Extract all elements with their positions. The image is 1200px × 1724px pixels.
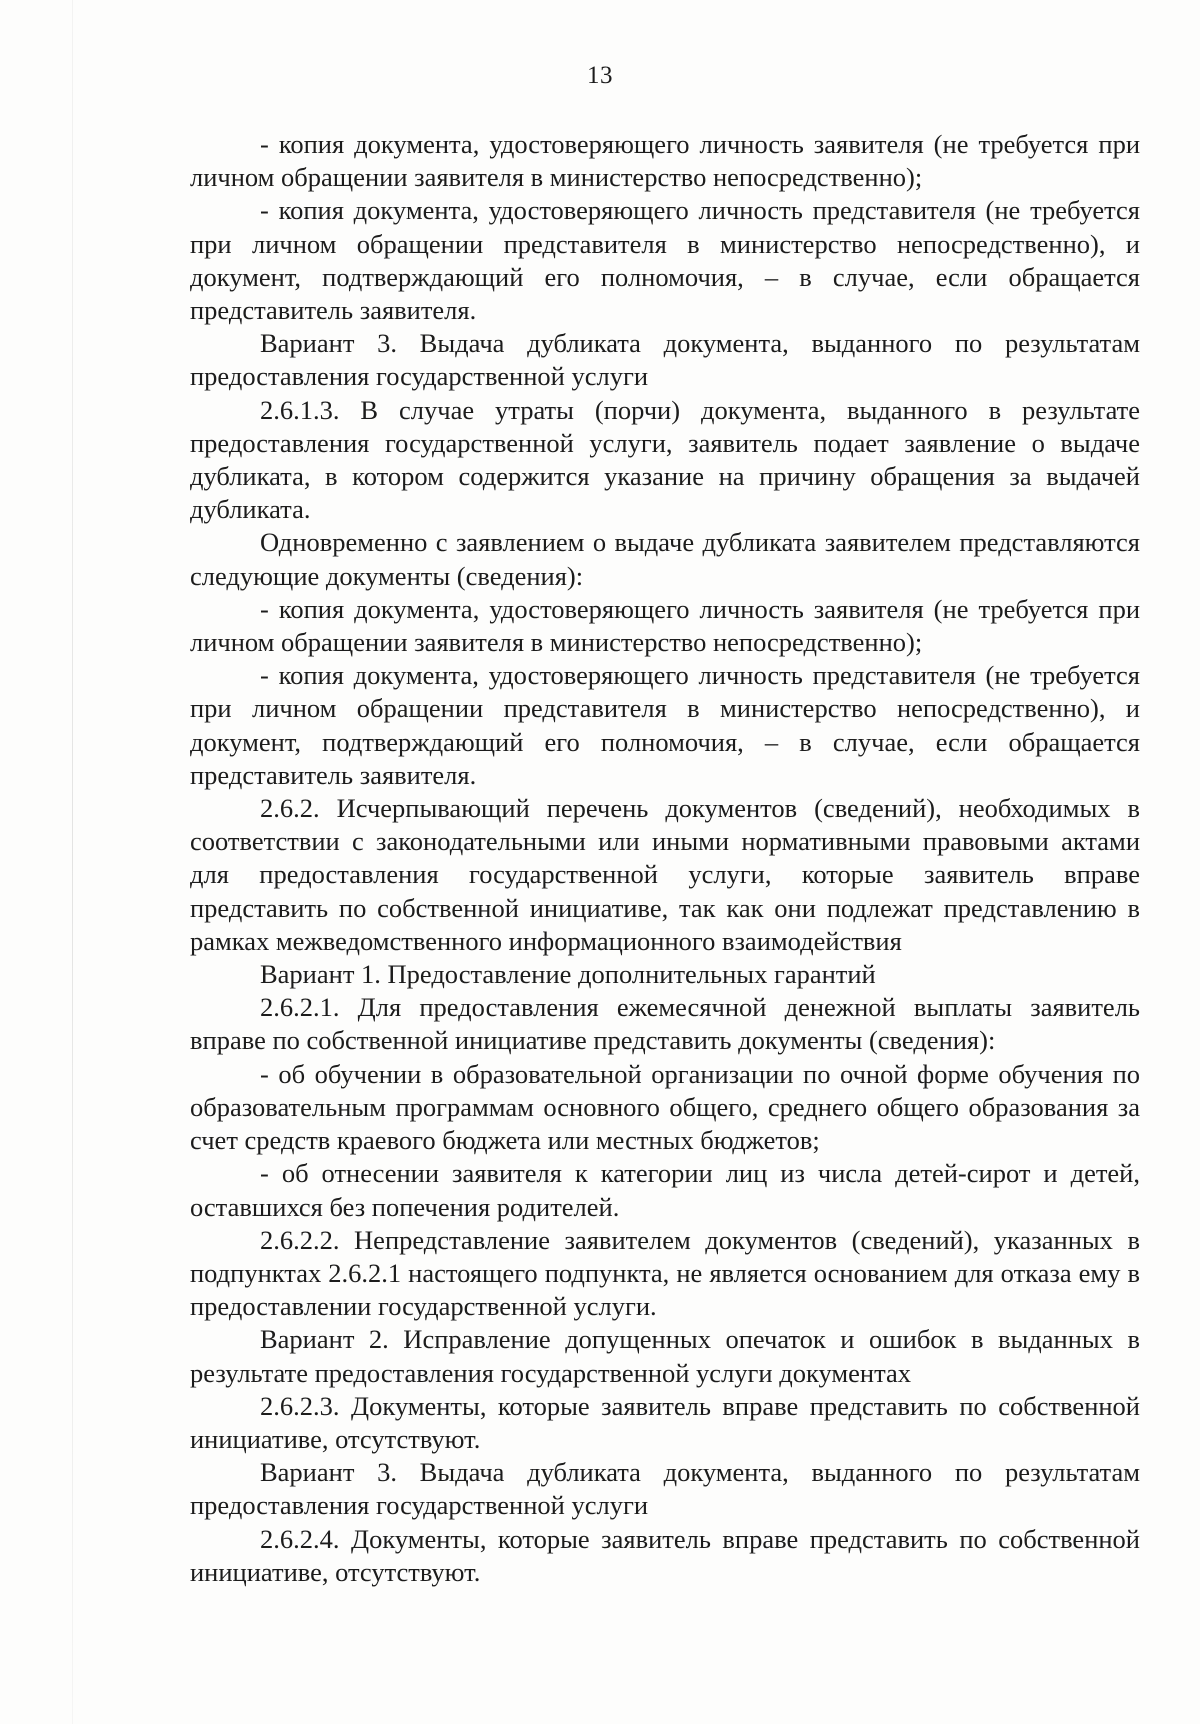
paragraph-2-6-2-1: 2.6.2.1. Для предоставления ежемесячной денежной выплаты заявитель вправе по собственной инициативе представить документы (сведения): xyxy=(190,992,1140,1056)
paragraph-variant-3-heading: Вариант 3. Выдача дубликата документа, выданного по результатам предоставления государственной услуги xyxy=(190,328,1140,392)
paragraph-variant-1-heading: Вариант 1. Предоставление дополнительных гарантий xyxy=(260,959,876,990)
paragraph-education-info: - об обучении в образовательной организации по очной форме обучения по образовательным программам основного общего, среднего общего образования за счет средств краевого бюджета или местных бюджетов; xyxy=(190,1058,1140,1156)
paragraph-2-6-1-3: 2.6.1.3. В случае утраты (порчи) документа, выданного в результате предоставления государственной услуги, заявитель подает заявление о выдаче дубликата, в котором содержится указание на причину обращения за выдачей дубликата. xyxy=(190,394,1140,525)
paragraph-variant-3-heading-2: Вариант 3. Выдача дубликата документа, выданного по результатам предоставления государственной услуги xyxy=(190,1457,1140,1521)
paragraph-variant-2-heading: Вариант 2. Исправление допущенных опечаток и ошибок в выданных в результате предоставления государственной услуги документах xyxy=(190,1324,1140,1388)
paragraph-2-6-2-3: 2.6.2.3. Документы, которые заявитель вправе представить по собственной инициативе, отсутствуют. xyxy=(190,1390,1140,1454)
paragraph-orphan-category: - об отнесении заявителя к категории лиц из числа детей-сирот и детей, оставшихся без попечения родителей. xyxy=(190,1158,1140,1222)
scan-edge-shadow xyxy=(72,0,73,1724)
paragraph-2-6-2-2: 2.6.2.2. Непредставление заявителем документов (сведений), указанных в подпунктах 2.6.2.1 настоящего подпункта, не является основанием для отказа ему в предоставлении государственной услуги. xyxy=(190,1224,1140,1322)
paragraph-simultaneous-submission: Одновременно с заявлением о выдаче дубликата заявителем представляются следующие документы (сведения): xyxy=(190,527,1140,591)
paragraph-copy-representative-id-2: - копия документа, удостоверяющего личность представителя (не требуется при личном обращении представителя в министерство непосредственно), и документ, подтверждающий его полномочия, – в случае, если обращается представитель заявителя. xyxy=(190,660,1140,790)
paragraph-2-6-2: 2.6.2. Исчерпывающий перечень документов (сведений), необходимых в соответствии с законодательными или иными нормативными правовыми актами для предоставления государственной услуги, которые заявитель вправе представить по собственной инициативе, так как они подлежат представлению в рамках межведомственного информационного взаимодействия xyxy=(190,793,1140,956)
paragraph-copy-applicant-id: - копия документа, удостоверяющего личность заявителя (не требуется при личном обращении заявителя в министерство непосредственно); xyxy=(190,129,1140,193)
page-number: 13 xyxy=(587,62,613,89)
paragraph-2-6-2-4: 2.6.2.4. Документы, которые заявитель вправе представить по собственной инициативе, отсутствуют. xyxy=(190,1523,1140,1587)
paragraph-copy-applicant-id-2: - копия документа, удостоверяющего личность заявителя (не требуется при личном обращении заявителя в министерство непосредственно); xyxy=(190,593,1140,658)
document-body xyxy=(190,128,1140,1589)
paragraph-copy-representative-id: - копия документа, удостоверяющего личность представителя (не требуется при личном обращении представителя в министерство непосредственно), и документ, подтверждающий его полномочия, – в случае, если обращается представитель заявителя. xyxy=(190,195,1140,326)
